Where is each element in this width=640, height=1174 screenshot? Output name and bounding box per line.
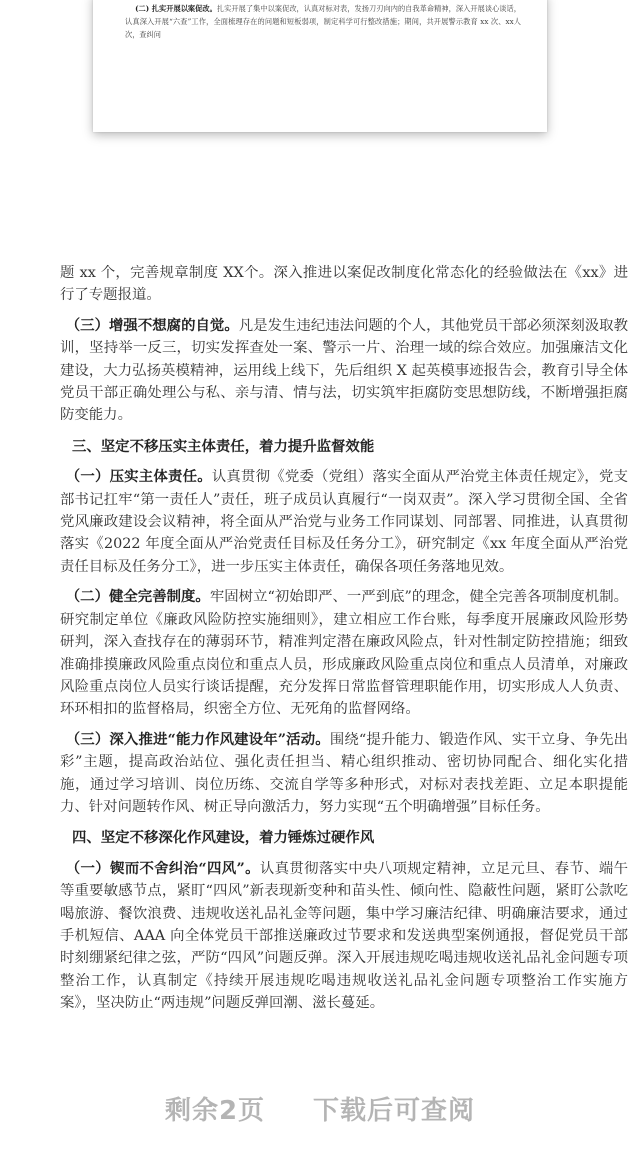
paragraph-main-responsibility (60, 466, 628, 578)
paragraph-text: 牢固树立“初始即严、一严到底”的理念，健全完善各项制度机制。研究制定单位《廉政风险防控实施细则》，建立相应工作台账，每季度开展廉政风险形势研判，深入查找存在的薄弱环节，精准判定潜在廉政风险点，针对性制定防控措施；细致准确排摸廉政风险重点岗位和重点人员，形成廉政风险重点岗位和重点人员清单，对廉政风险重点岗位人员实行谈话提醒，充分发挥日常监督管理职能作用，切实形成人人负责、环环相扣的监督格局，织密全方位、无死角的监督网络。 (60, 589, 628, 718)
document-body (60, 262, 628, 1015)
remaining-pages-label[interactable]: 剩余2页 (164, 1095, 266, 1126)
section-heading-4: 四、坚定不移深化作风建设，着力锤炼过硬作风 (72, 829, 375, 847)
preview-area (0, 0, 640, 175)
paragraph-lead: （一）压实主体责任。 (65, 468, 212, 486)
download-to-view-label[interactable]: 下载后可查阅 (313, 1095, 476, 1126)
paragraph-lead: （一）锲而不舍纠治“四风”。 (65, 859, 260, 877)
paragraph-text: 认真贯彻落实中央八项规定精神，立足元旦、春节、端午等重要敏感节点，紧盯“四风”新表现新变种和苗头性、倾向性、隐蔽性问题，紧盯公款吃喝旅游、餐饮浪费、违规收送礼品礼金等问题，集中学习廉洁纪律、明确廉洁要求，通过手机短信、AAA 向全体党员干部推送廉政过节要求和发送典型案例通报，督促党员干部时刻绷紧纪律之弦，严防“四风”问题反弹。深入开展违规吃喝违规收送礼品礼金问题专项整治工作，认真制定《持续开展违规吃喝违规收送礼品礼金问题专项整治工作实施方案》，坚决防止“两违规”问题反弹回潮、滋长蔓延。 (60, 860, 628, 1012)
intro-paragraph: 题 xx 个，完善规章制度 XX个。深入推进以案促改制度化常态化的经验做法在《xx》进行了专题报道。 (60, 265, 628, 304)
download-prompt-bar[interactable] (0, 1078, 640, 1138)
section-heading-3: 三、坚定不移压实主体责任，着力提升监督效能 (72, 437, 375, 455)
paragraph-ability-style-year (60, 729, 628, 819)
paragraph-four-styles (60, 858, 628, 1015)
paragraph-text: 认真贯彻《党委（党组）落实全面从严治党主体责任规定》，党支部书记扛牢“第一责任人”责任，班子成员认真履行“一岗双责”。深入学习贯彻全国、全省党风廉政建设会议精神，将全面从严治党与业务工作同谋划、同部署、同推进，认真贯彻落实《2022 年度全面从严治党责任目标及任务分工》，研究制定《xx 年度全面从严治党责任目标及任务分工》，进一步压实主体责任，确保各项任务落地见效。 (60, 469, 628, 575)
paragraph-text: 围绕“提升能力、锻造作风、实干立身、争先出彩”主题，提高政治站位、强化责任担当、精心组织推动、密切协同配合、细化实化措施，通过学习培训、岗位历练、交流自学等多种形式，对标对表找差距、立足本职提能力、针对问题转作风、树正导向激活力，努力实现“五个明确增强”目标任务。 (60, 731, 628, 815)
paragraph-no-corruption-awareness (60, 315, 628, 427)
paragraph-lead: （三）深入推进“能力作风建设年”活动。 (65, 730, 330, 748)
paragraph-lead: （三）增强不想腐的自觉。 (65, 316, 239, 334)
paragraph-improve-system (60, 586, 628, 720)
preview-page-card (93, 0, 547, 132)
preview-paragraph (125, 2, 521, 41)
preview-lead: (二) 扎实开展以案促改。 (135, 4, 217, 13)
paragraph-lead: （二）健全完善制度。 (65, 588, 210, 606)
preview-body: 扎实开展了集中以案促改，认真对标对表，发扬刀刃向内的自我革命精神，深入开展谈心谈话，认真深入开展“六查”工作，全面梳理存在的问题和短板弱项，制定科学可行整改措施；期间，共开展警示教育 xx 次、xx人次，查纠问 (125, 4, 521, 39)
paragraph-text: 凡是发生违纪违法问题的个人，其他党员干部必须深刻汲取教训，坚持举一反三，切实发挥查处一案、警示一片、治理一域的综合效应。加强廉洁文化建设，大力弘扬英模精神，运用线上线下，先后组织 X 起英模事迹报告会，教育引导全体党员干部正确处理公与私、亲与清、情与法，切实筑牢拒腐防变思想防线，不断增强拒腐防变能力。 (60, 317, 628, 424)
